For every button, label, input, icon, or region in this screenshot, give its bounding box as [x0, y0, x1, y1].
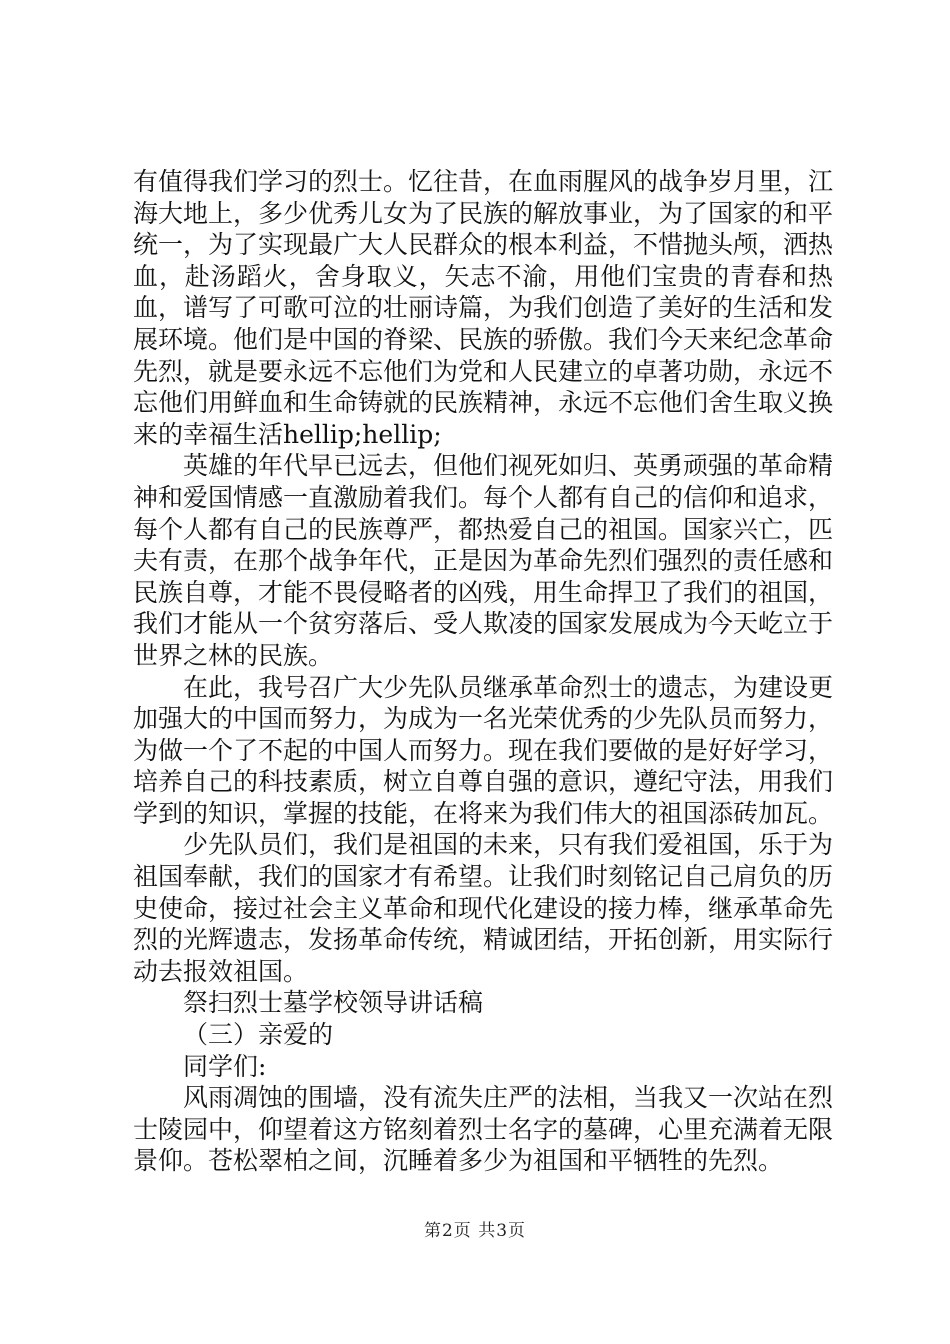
closing-paragraph: 风雨凋蚀的围墙，没有流失庄严的法相，当我又一次站在烈士陵园中，仰望着这方铭刻着烈士名字的墓碑，心里充满着无限景仰。苍松翠柏之间，沉睡着多少为祖国和平牺牲的先烈。 [133, 1083, 834, 1176]
document-body [133, 166, 833, 1177]
section-heading: （三）亲爱的 [183, 1020, 334, 1050]
page-number-footer: 第2页 共3页 [423, 1221, 527, 1241]
paragraph-1: 有值得我们学习的烈士。忆往昔，在血雨腥风的战争岁月里，江海大地上，多少优秀儿女为了民族的解放事业，为了国家的和平统一，为了实现最广大人民群众的根本利益，不惜抛头颅，洒热血，赴汤蹈火，舍身取义，矢志不渝，用他们宝贵的青春和热血，谱写了可歌可泣的壮丽诗篇，为我们创造了美好的生活和发展环境。他们是中国的脊梁、民族的骄傲。我们今天来纪念革命先烈，就是要永远不忘他们为党和人民建立的卓著功勋，永远不忘他们用鲜血和生命铸就的民族精神，永远不忘他们舍生取义换来的幸福生活hellip;hellip; [133, 167, 834, 449]
paragraph-3: 在此，我号召广大少先队员继承革命烈士的遗志，为建设更加强大的中国而努力，为成为一名光荣优秀的少先队员而努力，为做一个了不起的中国人而努力。现在我们要做的是好好学习，培养自己的科技素质，树立自尊自强的意识，遵纪守法，用我们学到的知识，掌握的技能，在将来为我们伟大的祖国添砖加瓦。 [133, 672, 834, 828]
paragraph-2: 英雄的年代早已远去，但他们视死如归、英勇顽强的革命精神和爱国情感一直激励着我们。每个人都有自己的信仰和追求，每个人都有自己的民族尊严，都热爱自己的祖国。国家兴亡，匹夫有责，在那个战争年代，正是因为革命先烈们强烈的责任感和民族自尊，才能不畏侵略者的凶残，用生命捍卫了我们的祖国，我们才能从一个贫穷落后、受人欺凌的国家发展成为今天屹立于世界之林的民族。 [133, 451, 834, 670]
paragraph-4: 少先队员们，我们是祖国的未来，只有我们爱祖国，乐于为祖国奉献，我们的国家才有希望。让我们时刻铭记自己肩负的历史使命，接过社会主义革命和现代化建设的接力棒，继承革命先烈的光辉遗志，发扬革命传统，精诚团结，开拓创新，用实际行动去报效祖国。 [133, 830, 834, 986]
speech-title: 祭扫烈士墓学校领导讲话稿 [183, 988, 484, 1018]
salutation: 同学们: [183, 1051, 267, 1081]
